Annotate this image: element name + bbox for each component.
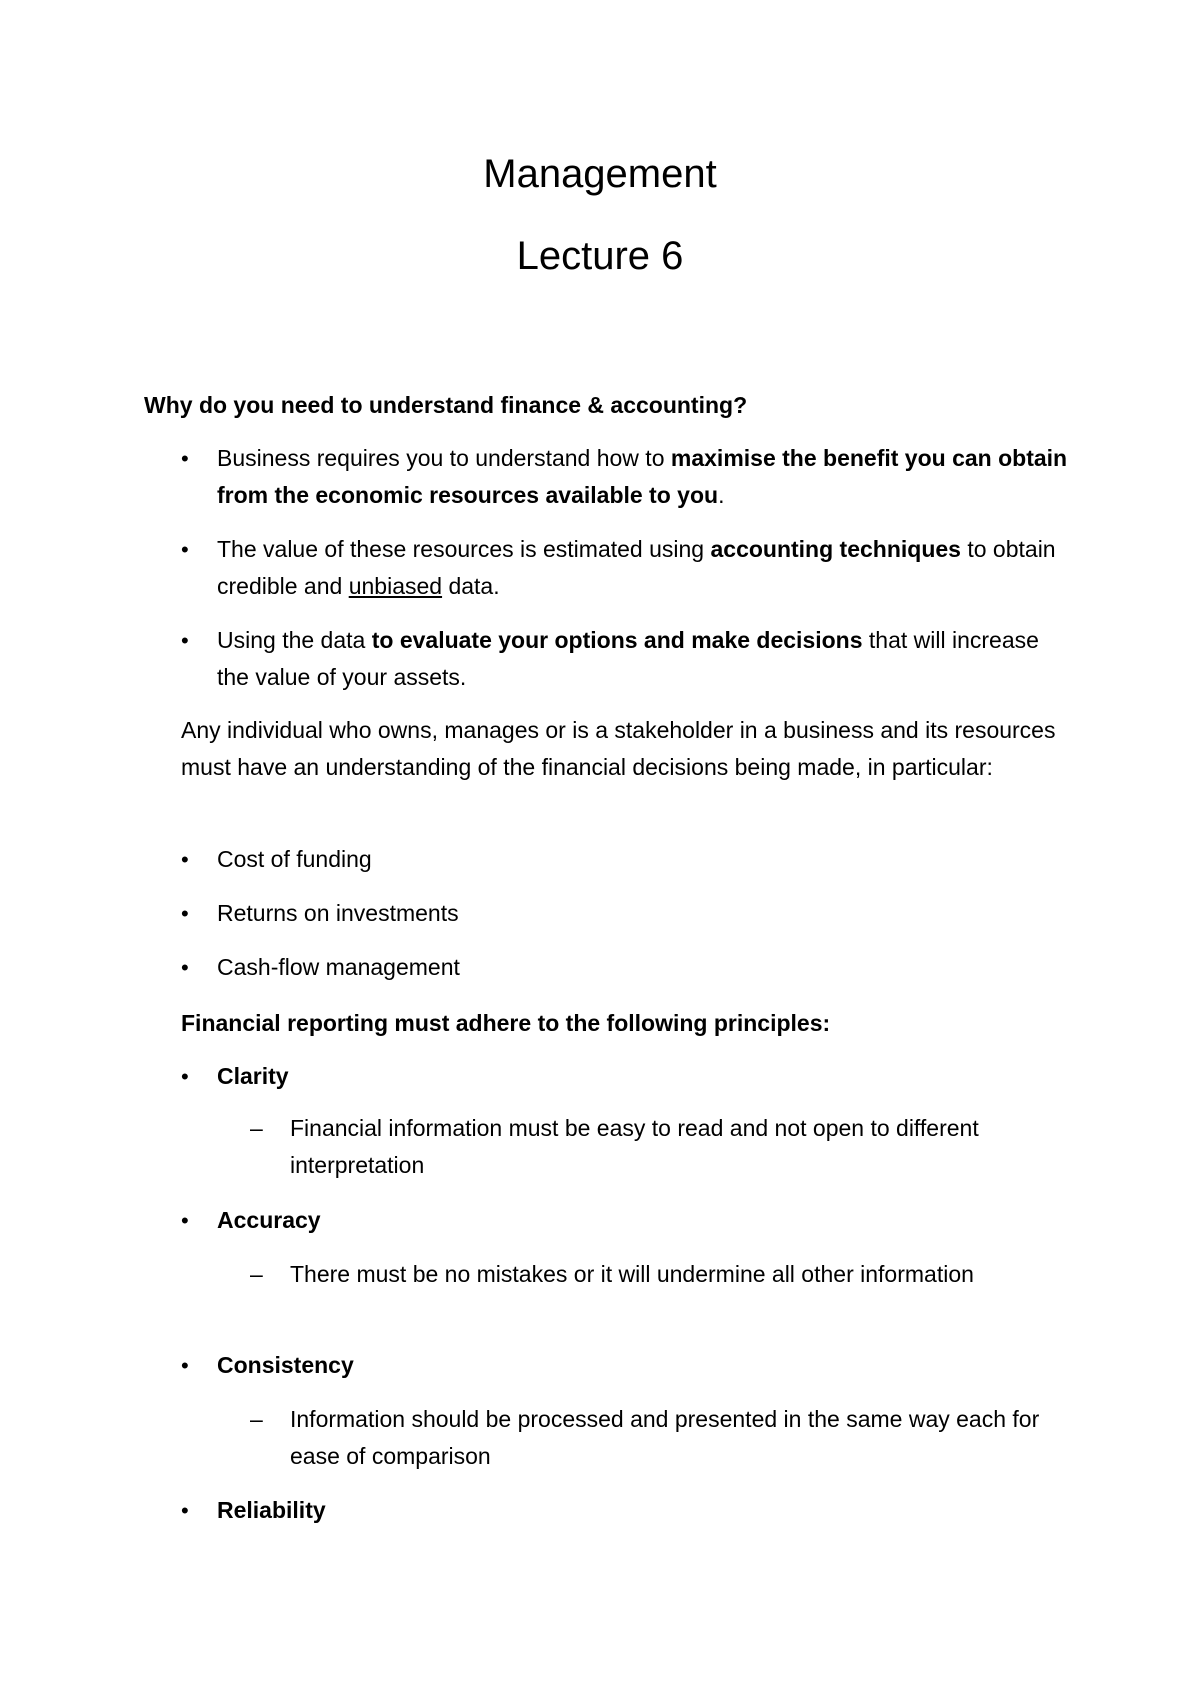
bullet-text-maximise — [217, 440, 1077, 514]
principle-reliability: Reliability — [217, 1497, 326, 1523]
dash-icon: – — [250, 1406, 263, 1432]
bullet-text-bold: to evaluate your options and make decisions — [371, 627, 863, 653]
bullet-text-underline: unbiased — [348, 573, 443, 599]
list-item-returns: Returns on investments — [217, 900, 459, 926]
bullet-icon: • — [181, 847, 189, 872]
bullet-icon: • — [181, 1064, 189, 1089]
principle-accuracy: Accuracy — [217, 1207, 321, 1233]
bullet-text-evaluate — [217, 622, 1077, 696]
principle-consistency: Consistency — [217, 1352, 354, 1378]
bullet-icon: • — [181, 628, 189, 653]
bullet-icon: • — [181, 1498, 189, 1523]
bullet-text-pre: Using the data — [217, 627, 372, 653]
dash-icon: – — [250, 1115, 263, 1141]
dash-icon: – — [250, 1261, 263, 1287]
bullet-text-pre: The value of these resources is estimated using — [217, 536, 711, 562]
list-item-cost: Cost of funding — [217, 846, 372, 872]
bullet-icon: • — [181, 1353, 189, 1378]
bullet-text-bold: maximise the benefit you can obtain from the economic resources available to you — [217, 445, 1068, 508]
principle-clarity-detail: Financial information must be easy to read and not open to different interpretation — [290, 1115, 979, 1178]
bullet-icon: • — [181, 901, 189, 926]
bullet-text-mid: to obtain credible and — [217, 536, 1056, 599]
document-subtitle: Lecture 6 — [516, 234, 684, 278]
bullet-icon: • — [181, 537, 189, 562]
bullet-text-bold: accounting techniques — [710, 536, 961, 562]
bullet-icon: • — [181, 1208, 189, 1233]
bullet-text-pre: Business requires you to understand how to — [217, 445, 671, 471]
document-title: Management — [483, 152, 717, 196]
bullet-icon: • — [181, 955, 189, 980]
bullet-text-post: that will increase the value of your assets. — [217, 627, 1039, 690]
bullet-text-post: data. — [442, 573, 500, 599]
principle-clarity: Clarity — [217, 1063, 289, 1089]
section-heading-why: Why do you need to understand finance & accounting? — [144, 392, 748, 418]
principle-consistency-detail: Information should be processed and presented in the same way each for ease of comparison — [290, 1406, 1040, 1469]
section-heading-principles: Financial reporting must adhere to the following principles: — [181, 1010, 831, 1036]
list-item-cashflow: Cash-flow management — [217, 954, 460, 980]
bullet-text-post: . — [718, 482, 725, 508]
bullet-icon: • — [181, 446, 189, 471]
principle-accuracy-detail: There must be no mistakes or it will undermine all other information — [290, 1261, 974, 1287]
body-paragraph: Any individual who owns, manages or is a stakeholder in a business and its resources must have an understanding of the financial decisions being made, in particular: — [181, 717, 1056, 780]
bullet-text-value — [217, 531, 1077, 605]
